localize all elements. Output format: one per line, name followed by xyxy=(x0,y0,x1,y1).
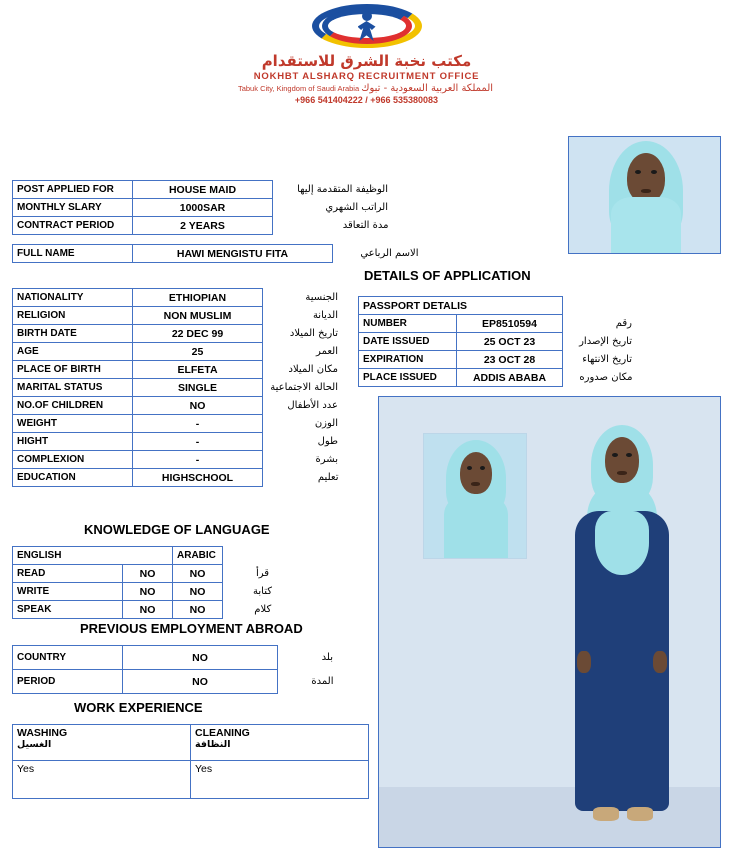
children-value: NO xyxy=(133,397,263,415)
birth-date-label: BIRTH DATE xyxy=(13,325,133,343)
passport-details-table xyxy=(358,296,637,387)
full-name-value: HAWI MENGISTU FITA xyxy=(133,245,333,263)
language-speak-label: SPEAK xyxy=(13,601,123,619)
language-write-arabic-value: NO xyxy=(173,583,223,601)
prev-country-label: COUNTRY xyxy=(13,646,123,670)
applicant-full-body-photo xyxy=(378,396,721,848)
table-row xyxy=(359,333,637,351)
knowledge-of-language-title: KNOWLEDGE OF LANGUAGE xyxy=(84,522,270,537)
table-row xyxy=(13,761,369,799)
full-name-arabic: الاسم الرباعي xyxy=(360,248,419,259)
previous-employment-table xyxy=(12,645,338,694)
applicant-portrait-inset xyxy=(423,433,527,559)
org-address-english: Tabuk City, Kingdom of Saudi Arabia xyxy=(237,84,360,93)
nationality-label: NATIONALITY xyxy=(13,289,133,307)
contract-arabic: مدة التعاقد xyxy=(342,220,389,231)
birth-date-arabic: تاريخ الميلاد xyxy=(289,328,338,339)
post-applied-table xyxy=(12,180,393,235)
prev-country-value: NO xyxy=(123,646,278,670)
children-label: NO.OF CHILDREN xyxy=(13,397,133,415)
work-experience-table xyxy=(12,724,369,799)
post-arabic: الوظيفة المتقدمة إليها xyxy=(297,184,388,195)
table-row xyxy=(13,469,343,487)
language-col-english: ENGLISH xyxy=(13,547,173,565)
language-read-english: NO xyxy=(123,565,173,583)
document-header xyxy=(0,4,733,108)
work-washing-label-en: WASHING xyxy=(17,727,68,739)
education-arabic: تعليم xyxy=(317,472,339,483)
personal-details-table xyxy=(12,288,343,487)
passport-number-arabic: رقم xyxy=(615,318,632,329)
passport-issued-value: 25 OCT 23 xyxy=(457,333,563,351)
table-row xyxy=(13,289,343,307)
table-row xyxy=(13,245,423,263)
details-of-application-title: DETAILS OF APPLICATION xyxy=(364,268,531,283)
language-speak-arabic-value: NO xyxy=(173,601,223,619)
passport-issued-arabic: تاريخ الإصدار xyxy=(579,336,632,347)
org-name-arabic: مكتب نخبة الشرق للاستقدام xyxy=(261,52,472,70)
table-row xyxy=(13,565,303,583)
passport-expiry-arabic: تاريخ الانتهاء xyxy=(582,354,632,365)
work-cleaning-label-en: CLEANING xyxy=(195,727,250,739)
table-row xyxy=(13,646,338,670)
language-read-arabic-label: قرأ xyxy=(255,568,270,579)
nationality-value: ETHIOPIAN xyxy=(133,289,263,307)
height-arabic: طول xyxy=(317,436,338,447)
language-speak-english: NO xyxy=(123,601,173,619)
prev-country-arabic: بلد xyxy=(321,652,333,663)
work-washing-label-ar: الغسيل xyxy=(17,739,52,750)
place-of-birth-label: PLACE OF BIRTH xyxy=(13,361,133,379)
weight-arabic: الوزن xyxy=(314,418,338,429)
table-row xyxy=(359,315,637,333)
table-row xyxy=(359,369,637,387)
age-value: 25 xyxy=(133,343,263,361)
language-read-label: READ xyxy=(13,565,123,583)
language-write-english: NO xyxy=(123,583,173,601)
work-washing-value: Yes xyxy=(13,761,191,799)
nationality-arabic: الجنسية xyxy=(305,292,338,303)
table-row xyxy=(13,199,393,217)
complexion-value: - xyxy=(133,451,263,469)
logo-person-icon xyxy=(358,11,376,41)
org-name-english: NOKHBT ALSHARQ RECRUITMENT OFFICE xyxy=(253,71,480,82)
previous-employment-title: PREVIOUS EMPLOYMENT ABROAD xyxy=(80,621,303,636)
age-arabic: العمر xyxy=(316,346,338,357)
prev-period-label: PERIOD xyxy=(13,670,123,694)
complexion-arabic: بشرة xyxy=(315,454,338,465)
work-cleaning-header xyxy=(191,725,369,761)
work-cleaning-label-ar: النظافة xyxy=(195,739,231,750)
religion-arabic: الديانة xyxy=(312,310,338,321)
full-name-label: FULL NAME xyxy=(13,245,133,263)
table-row xyxy=(13,307,343,325)
work-cleaning-value: Yes xyxy=(191,761,369,799)
language-table xyxy=(12,546,303,619)
table-row xyxy=(13,725,369,761)
salary-arabic: الراتب الشهري xyxy=(325,202,388,213)
passport-place-label: PLACE ISSUED xyxy=(359,369,457,387)
complexion-label: COMPLEXION xyxy=(13,451,133,469)
height-value: - xyxy=(133,433,263,451)
table-row xyxy=(13,343,343,361)
place-of-birth-arabic: مكان الميلاد xyxy=(288,364,338,375)
weight-value: - xyxy=(133,415,263,433)
language-read-arabic-value: NO xyxy=(173,565,223,583)
passport-number-value: EP8510594 xyxy=(457,315,563,333)
applicant-passport-photo xyxy=(568,136,721,254)
table-row xyxy=(13,379,343,397)
language-write-arabic-label: كتابة xyxy=(253,586,272,597)
education-label: EDUCATION xyxy=(13,469,133,487)
prev-period-arabic: المدة xyxy=(311,676,334,687)
table-row xyxy=(13,361,343,379)
marital-status-value: SINGLE xyxy=(133,379,263,397)
religion-value: NON MUSLIM xyxy=(133,307,263,325)
marital-status-label: MARITAL STATUS xyxy=(13,379,133,397)
post-value: HOUSE MAID xyxy=(133,181,273,199)
passport-issued-label: DATE ISSUED xyxy=(359,333,457,351)
work-washing-header xyxy=(13,725,191,761)
table-row xyxy=(13,451,343,469)
place-of-birth-value: ELFETA xyxy=(133,361,263,379)
passport-place-arabic: مكان صدوره xyxy=(579,372,633,383)
table-row xyxy=(13,397,343,415)
org-address-arabic: المملكة العربية السعودية - تبوك xyxy=(361,83,494,94)
table-row xyxy=(13,415,343,433)
contract-label: CONTRACT PERIOD xyxy=(13,217,133,235)
company-logo xyxy=(238,4,495,105)
post-label: POST APPLIED FOR xyxy=(13,181,133,199)
table-row xyxy=(359,297,637,315)
person-star-logo-icon xyxy=(307,4,427,50)
passport-expiry-value: 23 OCT 28 xyxy=(457,351,563,369)
language-col-arabic: ARABIC xyxy=(173,547,223,565)
height-label: HIGHT xyxy=(13,433,133,451)
birth-date-value: 22 DEC 99 xyxy=(133,325,263,343)
education-value: HIGHSCHOOL xyxy=(133,469,263,487)
language-write-label: WRITE xyxy=(13,583,123,601)
table-row xyxy=(13,181,393,199)
age-label: AGE xyxy=(13,343,133,361)
passport-title: PASSPORT DETALIS xyxy=(359,297,563,315)
table-row xyxy=(13,217,393,235)
children-arabic: عدد الأطفال xyxy=(287,400,338,411)
marital-status-arabic: الحالة الاجتماعية xyxy=(270,382,338,393)
passport-place-value: ADDIS ABABA xyxy=(457,369,563,387)
table-row xyxy=(13,325,343,343)
religion-label: RELIGION xyxy=(13,307,133,325)
table-row xyxy=(13,670,338,694)
salary-label: MONTHLY SLARY xyxy=(13,199,133,217)
full-body-figure xyxy=(547,415,697,847)
contract-value: 2 YEARS xyxy=(133,217,273,235)
table-row xyxy=(359,351,637,369)
table-row xyxy=(13,601,303,619)
table-row xyxy=(13,433,343,451)
passport-expiry-label: EXPIRATION xyxy=(359,351,457,369)
passport-number-label: NUMBER xyxy=(359,315,457,333)
table-row xyxy=(13,547,303,565)
salary-value: 1000SAR xyxy=(133,199,273,217)
full-name-table xyxy=(12,244,423,263)
language-speak-arabic-label: كلام xyxy=(254,604,272,615)
weight-label: WEIGHT xyxy=(13,415,133,433)
table-row xyxy=(13,583,303,601)
work-experience-title: WORK EXPERIENCE xyxy=(74,700,203,715)
org-phone: +966 541404222 / +966 535380083 xyxy=(294,95,439,105)
prev-period-value: NO xyxy=(123,670,278,694)
org-address xyxy=(238,83,495,94)
